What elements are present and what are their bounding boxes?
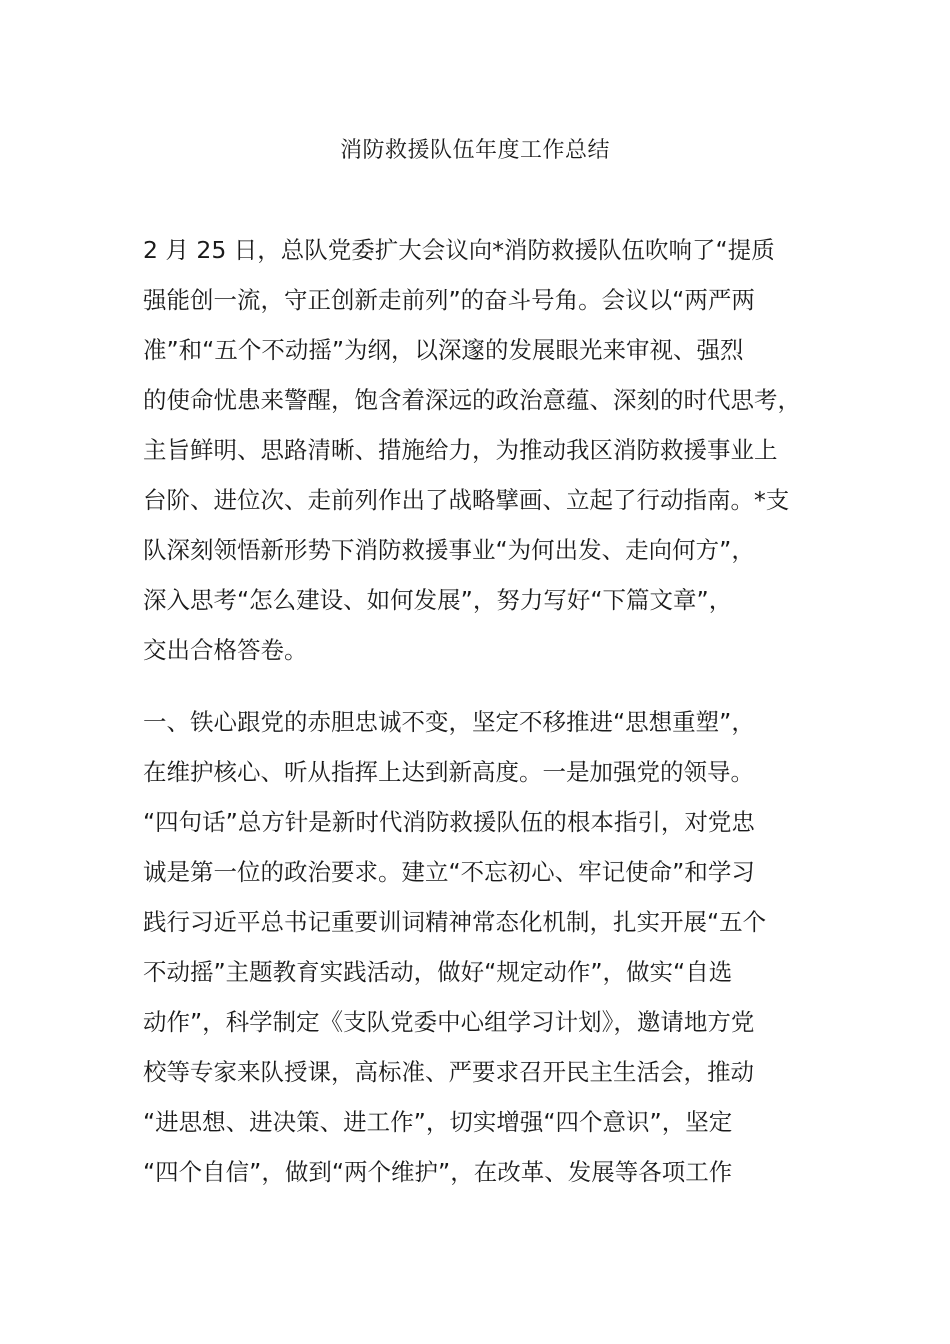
text-line: 校等专家来队授课，高标准、严要求召开民主生活会，推动: [143, 1058, 754, 1086]
document-title: 消防救援队伍年度工作总结: [339, 138, 610, 163]
paragraph-intro: [143, 225, 815, 675]
text-line: “进思想、进决策、进工作”，切实增强“四个意识”，坚定: [143, 1108, 733, 1136]
text-line: 交出合格答卷。: [143, 636, 308, 664]
text-line: 不动摇”主题教育实践活动，做好“规定动作”，做实“自选: [143, 958, 733, 986]
text-line: 践行习近平总书记重要训词精神常态化机制，扎实开展“五个: [143, 908, 767, 936]
text-line: 诚是第一位的政治要求。建立“不忘初心、牢记使命”和学习: [143, 858, 755, 886]
text-line: 一、铁心跟党的赤胆忠诚不变，坚定不移推进“思想重塑”，: [143, 708, 755, 736]
text-line: “四个自信”，做到“两个维护”，在改革、发展等各项工作: [143, 1158, 733, 1186]
text-line: 强能创一流，守正创新走前列”的奋斗号角。会议以“两严两: [143, 286, 755, 314]
paragraph-section-one: [143, 697, 815, 1197]
text-line: 2 月 25 日，总队党委扩大会议向*消防救援队伍吹响了“提质: [143, 236, 775, 264]
text-line: 主旨鲜明、思路清晰、措施给力，为推动我区消防救援事业上: [143, 436, 778, 464]
text-line: 台阶、进位次、走前列作出了战略擘画、立起了行动指南。*支: [143, 486, 790, 514]
text-line: 队深刻领悟新形势下消防救援事业“为何出发、走向何方”，: [143, 536, 755, 564]
text-line: 在维护核心、听从指挥上达到新高度。一是加强党的领导。: [143, 758, 754, 786]
text-line: 准”和“五个不动摇”为纲，以深邃的发展眼光来审视、强烈: [143, 336, 744, 364]
text-line: 的使命忧患来警醒，饱含着深远的政治意蕴、深刻的时代思考，: [143, 386, 801, 414]
text-line: “四句话”总方针是新时代消防救援队伍的根本指引，对党忠: [143, 808, 755, 836]
text-line: 动作”，科学制定《支队党委中心组学习计划》，邀请地方党: [143, 1008, 755, 1036]
text-line: 深入思考“怎么建设、如何发展”，努力写好“下篇文章”，: [143, 586, 733, 614]
